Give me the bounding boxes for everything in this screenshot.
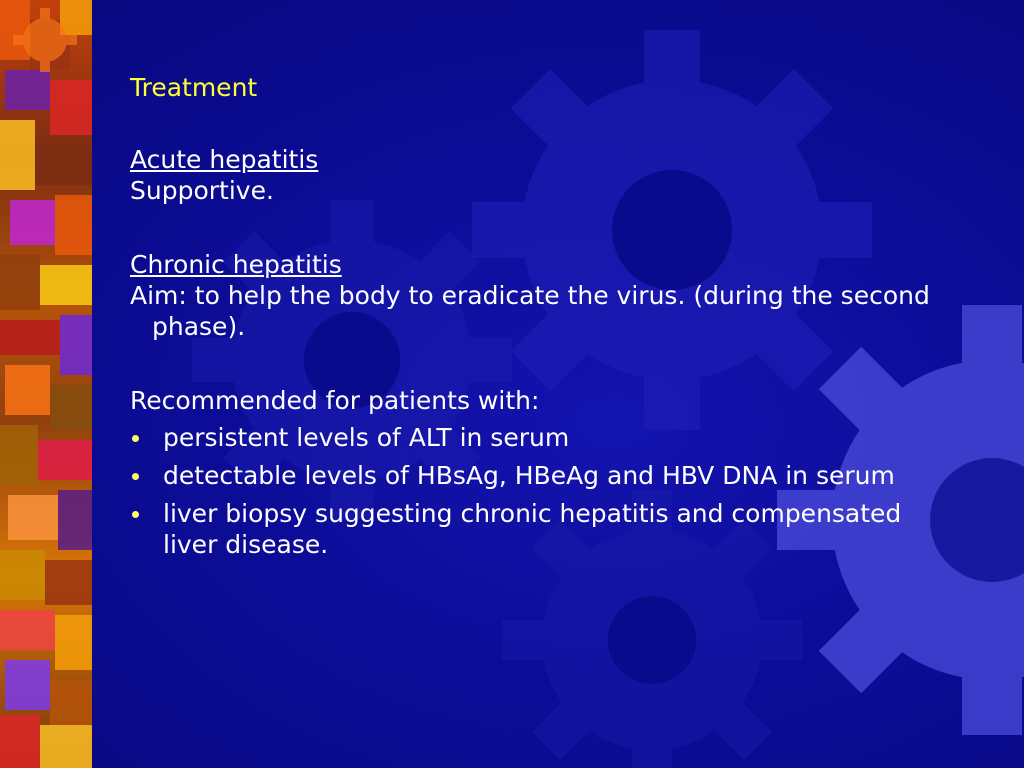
list-item-text: liver biopsy suggesting chronic hepatitis and compensated liver disease.: [163, 499, 902, 559]
list-item-text: detectable levels of HBsAg, HBeAg and HBV DNA in serum: [163, 461, 895, 490]
spacer: [130, 342, 960, 385]
list-item: [130, 498, 960, 560]
bullet-dot-icon: [132, 473, 139, 480]
list-item: [130, 460, 960, 491]
recommended-list: [130, 422, 960, 560]
bullet-dot-icon: [132, 511, 139, 518]
mosaic-decoration: [0, 0, 92, 768]
slide-title: Treatment: [130, 73, 258, 102]
slide-content: [130, 70, 960, 567]
recommended-intro: Recommended for patients with:: [130, 386, 540, 415]
list-item: [130, 422, 960, 453]
acute-hepatitis-text: Supportive.: [130, 176, 274, 205]
list-item-text: persistent levels of ALT in serum: [163, 423, 570, 452]
acute-hepatitis-heading: Acute hepatitis: [130, 145, 319, 174]
chronic-hepatitis-aim: Aim: to help the body to eradicate the virus. (during the second phase).: [130, 281, 930, 341]
spacer: [130, 206, 960, 249]
bullet-dot-icon: [132, 435, 139, 442]
decorative-strip: [0, 0, 92, 768]
chronic-hepatitis-heading: Chronic hepatitis: [130, 250, 342, 279]
